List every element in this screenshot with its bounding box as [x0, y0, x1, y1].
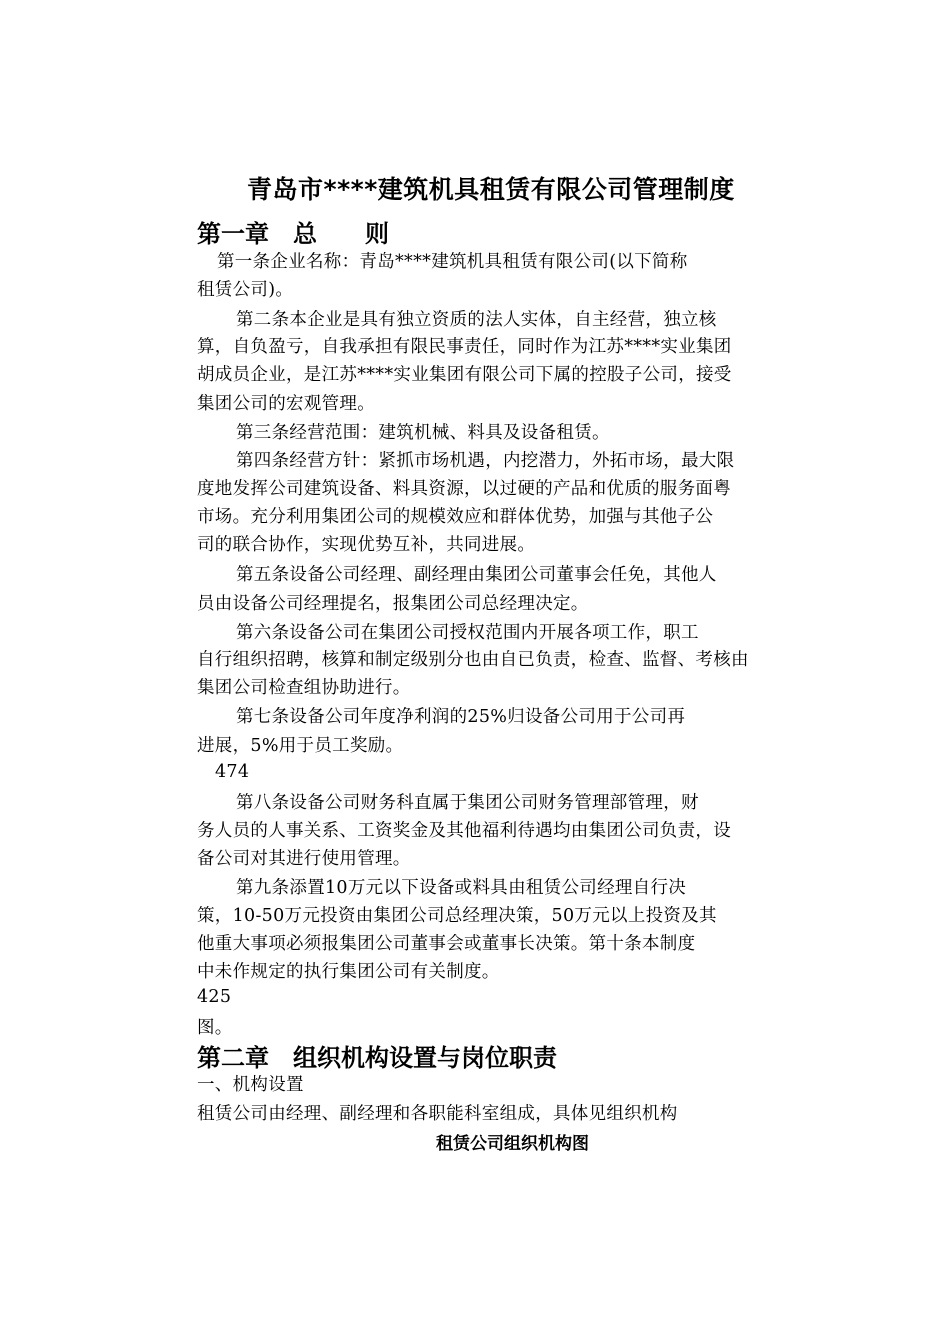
section-heading: 一、机构设置: [197, 1075, 304, 1095]
paragraph-line: 第二条本企业是具有独立资质的法人实体，自主经营，独立核: [236, 310, 717, 330]
paragraph-line: 第七条设备公司年度净利润的25%归设备公司用于公司再: [236, 707, 686, 727]
paragraph-line: 第八条设备公司财务科直属于集团公司财务管理部管理，财: [236, 793, 699, 813]
paragraph-line: 集团公司检查组协助进行。: [197, 678, 411, 698]
page-number-marker: 425: [197, 987, 232, 1007]
paragraph-line: 进展，5%用于员工奖励。: [197, 736, 404, 756]
paragraph-line: 第四条经营方针：紧抓市场机遇，内挖潜力，外拓市场，最大限: [236, 451, 735, 471]
document-title: 青岛市****建筑机具租赁有限公司管理制度: [247, 175, 735, 204]
paragraph-line: 度地发挥公司建筑设备、料具资源，以过硬的产品和优质的服务面粤: [197, 479, 731, 499]
paragraph-line: 第三条经营范围：建筑机械、料具及设备租赁。: [236, 423, 610, 443]
paragraph-line: 第一条企业名称：青岛****建筑机具租赁有限公司(以下简称: [217, 252, 688, 272]
paragraph-line: 租赁公司)。: [197, 280, 294, 300]
paragraph-line: 算，自负盈亏，自我承担有限民事责任，同时作为江苏****实业集团: [197, 337, 732, 357]
paragraph-line: 务人员的人事关系、工资奖金及其他福利待遇均由集团公司负责，设: [197, 821, 731, 841]
paragraph-line: 市场。充分利用集团公司的规模效应和群体优势，加强与其他子公: [197, 507, 714, 527]
chapter-2-heading: 第二章 组织机构设置与岗位职责: [197, 1044, 557, 1072]
paragraph-line: 策，10-50万元投资由集团公司总经理决策，50万元以上投资及其: [197, 906, 717, 926]
paragraph-line: 胡成员企业，是江苏****实业集团有限公司下属的控股子公司，接受: [197, 365, 732, 385]
figure-caption: 租赁公司组织机构图: [436, 1134, 589, 1154]
paragraph-line: 第六条设备公司在集团公司授权范围内开展各项工作，职工: [236, 623, 699, 643]
paragraph-line: 备公司对其进行使用管理。: [197, 849, 411, 869]
paragraph-line: 司的联合协作，实现优势互补，共同进展。: [197, 535, 536, 555]
paragraph-line: 图。: [197, 1018, 233, 1038]
paragraph-line: 中未作规定的执行集团公司有关制度。: [197, 962, 500, 982]
paragraph-line: 集团公司的宏观管理。: [197, 394, 375, 414]
paragraph-line: 第五条设备公司经理、副经理由集团公司董事会任免，其他人: [236, 565, 717, 585]
paragraph-line: 自行组织招聘，核算和制定级别分也由自已负责，检查、监督、考核由: [197, 650, 749, 670]
chapter-1-heading: 第一章 总 则: [197, 220, 389, 248]
paragraph-line: 租赁公司由经理、副经理和各职能科室组成，具体见组织机构: [197, 1104, 678, 1124]
page-number-marker: 474: [215, 762, 250, 782]
paragraph-line: 第九条添置10万元以下设备或料具由租赁公司经理自行决: [236, 878, 687, 898]
paragraph-line: 他重大事项必须报集团公司董事会或董事长决策。第十条本制度: [197, 934, 696, 954]
paragraph-line: 员由设备公司经理提名，报集团公司总经理决定。: [197, 594, 589, 614]
